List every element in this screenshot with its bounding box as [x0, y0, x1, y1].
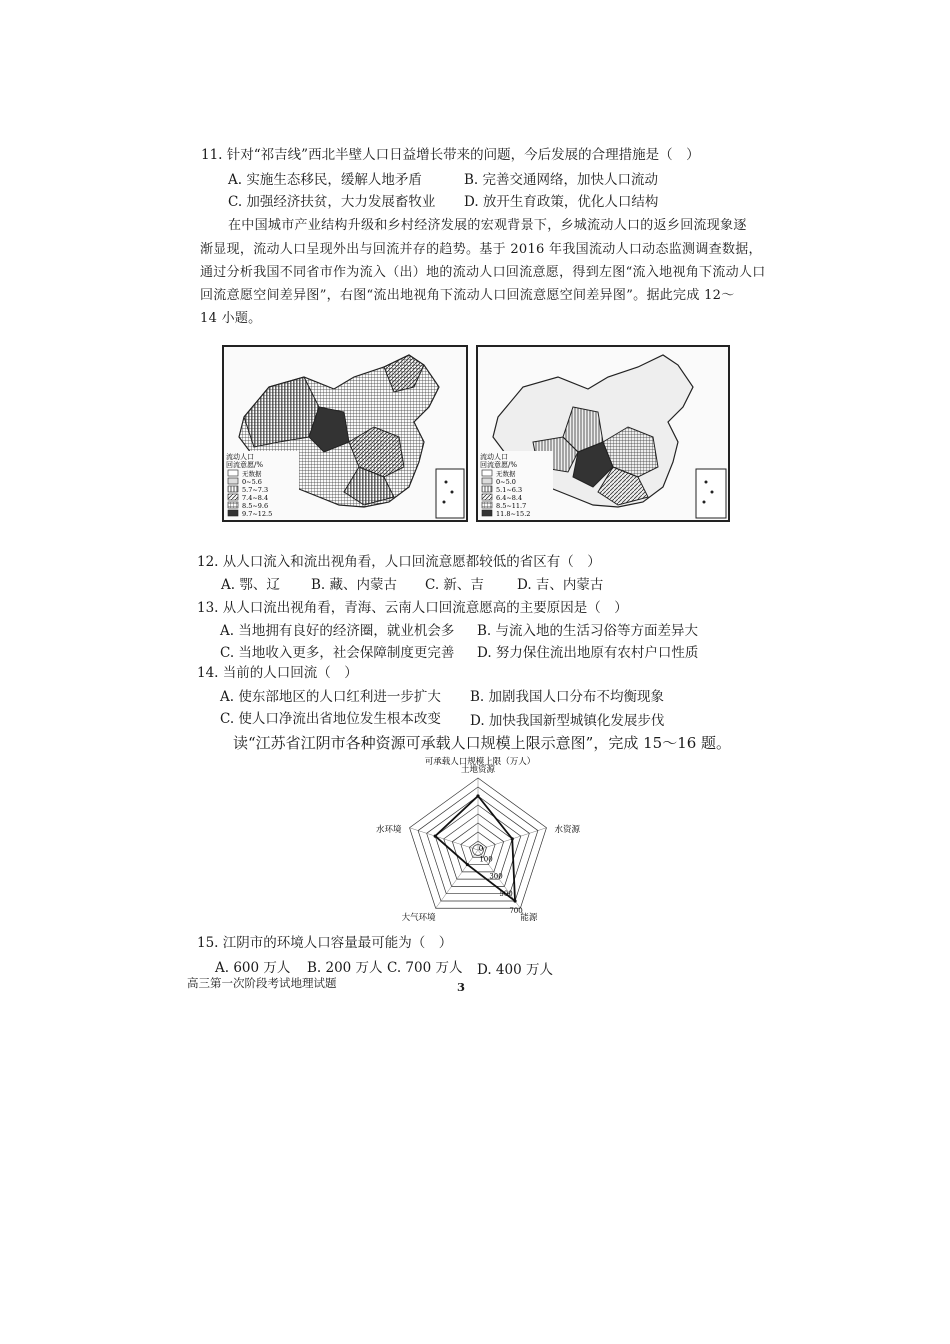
q13-option-a: A. 当地拥有良好的经济圈，就业机会多 — [220, 623, 455, 639]
q15-option-b: B. 200 万人 — [307, 960, 383, 976]
radar-axis-line — [410, 828, 478, 850]
intro-line-5: 14 小题。 — [200, 311, 262, 326]
intro-line-1: 在中国城市产业结构升级和乡村经济发展的宏观背景下，乡城流动人口的返乡回流现象逐 — [228, 218, 747, 233]
q15-option-c: C. 700 万人 — [387, 960, 463, 976]
radar-point-水资源 — [511, 837, 514, 840]
right-legend-swatch-6 — [482, 510, 492, 516]
q14-option-d: D. 加快我国新型城镇化发展步伐 — [470, 713, 665, 729]
q11-option-c: C. 加强经济扶贫，大力发展畜牧业 — [228, 194, 436, 210]
left-legend-title-2: 回流意愿/% — [226, 461, 264, 469]
radar-axis-label: 大气环境 — [401, 913, 436, 924]
q13-stem: 13. 从人口流出视角看，青海、云南人口回流意愿高的主要原因是（ ） — [197, 600, 628, 616]
right-south-china-sea-inset — [696, 469, 726, 518]
radar-axis-label: 水资源 — [554, 824, 580, 835]
left-legend-swatch-4 — [228, 494, 238, 500]
right-legend-label-6: 11.8~15.2 — [496, 510, 531, 518]
q11-stem: 11. 针对“祁吉线”西北半壁人口日益增长带来的问题，今后发展的合理措施是（ ） — [201, 147, 700, 163]
q14-option-b: B. 加剧我国人口分布不均衡现象 — [470, 689, 665, 705]
q14-stem: 14. 当前的人口回流（ ） — [197, 665, 358, 681]
q12-option-c: C. 新、吉 — [425, 577, 484, 593]
left-legend-label-6: 9.7~12.5 — [242, 510, 273, 518]
left-legend-swatch-2 — [228, 478, 238, 484]
radar-tick-label: 500 — [499, 889, 513, 898]
right-legend-label-4: 6.4~8.4 — [496, 494, 523, 502]
radar-point-水环境 — [434, 834, 437, 837]
radar-point-大气环境 — [466, 863, 469, 866]
q13-option-c: C. 当地收入更多，社会保障制度更完善 — [220, 645, 455, 661]
q11-option-a: A. 实施生态移民，缓解人地矛盾 — [228, 172, 422, 188]
right-legend-swatch-3 — [482, 486, 492, 492]
q14-option-c: C. 使人口净流出省地位发生根本改变 — [220, 711, 441, 727]
right-legend-label-3: 5.1~6.3 — [496, 486, 523, 494]
q12-stem: 12. 从人口流入和流出视角看，人口回流意愿都较低的省区有（ ） — [197, 554, 601, 570]
left-legend-swatch-6 — [228, 510, 238, 516]
right-legend-swatch-1 — [482, 470, 492, 476]
right-legend-swatch-4 — [482, 494, 492, 500]
q14-option-a: A. 使东部地区的人口红利进一步扩大 — [220, 689, 441, 705]
q12-option-a: A. 鄂、辽 — [221, 577, 280, 593]
q11-option-b: B. 完善交通网络，加快人口流动 — [464, 172, 659, 188]
left-legend-swatch-1 — [228, 470, 238, 476]
left-legend-label-2: 0~5.6 — [242, 478, 262, 486]
right-legend-title-1: 流动人口 — [480, 453, 508, 461]
q11-option-d: D. 放开生育政策，优化人口结构 — [464, 194, 659, 210]
q13-option-d: D. 努力保住流出地原有农村户口性质 — [477, 645, 699, 661]
right-legend-label-2: 0~5.0 — [496, 478, 516, 486]
radar-point-能源 — [513, 899, 516, 902]
q15-option-d: D. 400 万人 — [477, 962, 553, 978]
right-map — [476, 345, 730, 522]
radar-axis-label: 能源 — [520, 913, 538, 924]
radar-axis-label: 水环境 — [376, 824, 402, 835]
left-south-china-sea-inset — [436, 469, 464, 518]
intro-line-2: 渐显现，流动人口呈现外出与回流并存的趋势。基于 2016 年我国流动人口动态监测调查数据， — [200, 242, 762, 257]
right-legend-label-5: 8.5~11.7 — [496, 502, 527, 510]
radar-tick-label: 100 — [479, 855, 493, 864]
radar-tick-label: 300 — [489, 872, 503, 881]
left-legend-label-3: 5.7~7.3 — [242, 486, 269, 494]
radar-title: 可承载人口规模上限（万人） — [424, 757, 536, 767]
radar-tick-label: 0 — [478, 845, 484, 853]
right-legend-title-2: 回流意愿/% — [480, 461, 518, 469]
right-legend-swatch-2 — [482, 478, 492, 484]
left-legend-title-1: 流动人口 — [226, 453, 254, 461]
intro-line-3: 通过分析我国不同省市作为流入（出）地的流动人口回流意愿，得到左图“流入地视角下流动人口 — [200, 265, 766, 280]
q12-option-b: B. 藏、内蒙古 — [311, 577, 398, 593]
radar-chart — [360, 752, 600, 927]
intro-line-4: 回流意愿空间差异图”，右图“流出地视角下流动人口回流意愿空间差异图”。据此完成 12～ — [200, 288, 735, 303]
left-legend-swatch-5 — [228, 502, 238, 508]
q15-stem: 15. 江阴市的环境人口容量最可能为（ ） — [197, 935, 453, 951]
footer-title: 高三第一次阶段考试地理试题 — [187, 976, 337, 990]
q15-option-a: A. 600 万人 — [215, 960, 291, 976]
radar-point-土地资源 — [476, 794, 479, 797]
left-legend-label-1: 无数据 — [242, 470, 262, 478]
radar-intro: 读“江苏省江阴市各种资源可承载人口规模上限示意图”，完成 15～16 题。 — [233, 734, 732, 752]
radar-axis-label: 土地资源 — [460, 765, 496, 775]
left-legend-label-4: 7.4~8.4 — [242, 494, 269, 502]
radar-tick-label: 700 — [509, 906, 523, 915]
left-legend-label-5: 8.5~9.6 — [242, 502, 269, 510]
right-legend-label-1: 无数据 — [496, 470, 516, 478]
right-legend-swatch-5 — [482, 502, 492, 508]
q12-option-d: D. 吉、内蒙古 — [517, 577, 604, 593]
left-map — [222, 345, 468, 522]
left-legend-swatch-3 — [228, 486, 238, 492]
q13-option-b: B. 与流入地的生活习俗等方面差异大 — [477, 623, 699, 639]
page-number: 3 — [457, 980, 466, 994]
